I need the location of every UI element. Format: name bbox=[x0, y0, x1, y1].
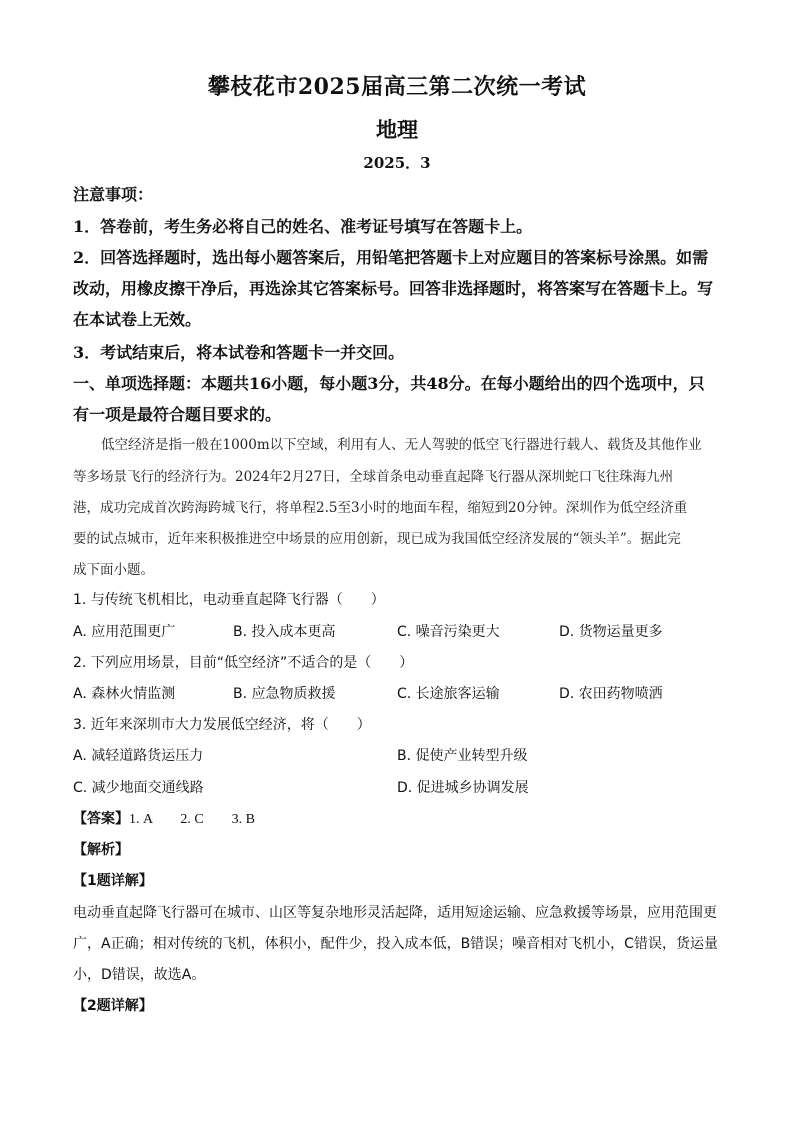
detail-1-line-3: 小，D错误，故选A。 bbox=[73, 967, 206, 983]
question-1-option-a: A. 应用范围更广 bbox=[73, 624, 176, 640]
question-1-option-b: B. 投入成本更高 bbox=[233, 624, 336, 640]
question-2-option-c: C. 长途旅客运输 bbox=[397, 686, 500, 702]
section-heading-line-1: 一、单项选择题：本题共16小题，每小题3分，共48分。在每小题给出的四个选项中，只 bbox=[73, 374, 705, 393]
passage-line-3: 港，成功完成首次跨海跨城飞行，将单程2.5至3小时的地面车程，缩短到20分钟。深圳作为低空经济重 bbox=[73, 500, 688, 516]
analysis-label: 【解析】 bbox=[73, 842, 129, 858]
question-2-stem: 2. 下列应用场景，目前“低空经济”不适合的是（ ） bbox=[73, 655, 414, 671]
question-1-stem: 1. 与传统飞机相比，电动垂直起降飞行器（ ） bbox=[73, 592, 385, 608]
question-3-option-d: D. 促进城乡协调发展 bbox=[397, 780, 529, 796]
question-3-option-c: C. 减少地面交通线路 bbox=[73, 780, 204, 796]
answer-block bbox=[73, 808, 255, 828]
detail-1-line-1: 电动垂直起降飞行器可在城市、山区等复杂地形灵活起降，适用短途运输、应急救援等场景，应用范围更 bbox=[73, 905, 717, 921]
passage-line-4: 要的试点城市，近年来积极推进空中场景的应用创新，现已成为我国低空经济发展的“领头羊”。据此完 bbox=[73, 531, 681, 547]
question-3-stem: 3. 近年来深圳市大力发展低空经济，将（ ） bbox=[73, 717, 371, 733]
subject-title: 地理 bbox=[376, 117, 418, 142]
notice-item-2-line-1: 2．回答选择题时，选出每小题答案后，用铅笔把答题卡上对应题目的答案标号涂黑。如需 bbox=[73, 248, 709, 267]
passage-line-5: 成下面小题。 bbox=[73, 562, 154, 578]
question-3-option-a: A. 减轻道路货运压力 bbox=[73, 748, 204, 764]
passage-line-2: 等多场景飞行的经济行为。2024年2月27日，全球首条电动垂直起降飞行器从深圳蛇口飞往珠海九州 bbox=[73, 469, 674, 485]
notice-item-2-line-2: 改动，用橡皮擦干净后，再选涂其它答案标号。回答非选择题时，将答案写在答题卡上。写 bbox=[73, 279, 714, 298]
question-1-option-d: D. 货物运量更多 bbox=[559, 624, 663, 640]
question-2-option-a: A. 森林火情监测 bbox=[73, 686, 176, 702]
notice-heading: 注意事项： bbox=[73, 185, 154, 204]
detail-1-label: 【1题详解】 bbox=[73, 873, 153, 889]
detail-1-line-2: 广，A正确；相对传统的飞机，体积小，配件少，投入成本低，B错误；噪音相对飞机小，C错误，货运量 bbox=[73, 936, 718, 952]
answer-label: 【答案】 bbox=[73, 811, 129, 827]
question-2-option-d: D. 农田药物喷洒 bbox=[559, 686, 663, 702]
detail-2-label: 【2题详解】 bbox=[73, 998, 153, 1014]
section-heading-line-2: 有一项是最符合题目要求的。 bbox=[73, 405, 282, 424]
question-3-option-b: B. 促使产业转型升级 bbox=[397, 748, 528, 764]
notice-item-1: 1．答卷前，考生务必将自己的姓名、准考证号填写在答题卡上。 bbox=[73, 217, 533, 236]
exam-title: 攀枝花市2025届高三第二次统一考试 bbox=[207, 74, 587, 100]
question-2-option-b: B. 应急物质救援 bbox=[233, 686, 336, 702]
passage-line-1: 低空经济是指一般在1000m以下空域，利用有人、无人驾驶的低空飞行器进行载人、载货及其他作业 bbox=[101, 437, 702, 453]
exam-date: 2025．3 bbox=[363, 154, 431, 172]
question-1-option-c: C. 噪音污染更大 bbox=[397, 624, 500, 640]
notice-item-2-line-3: 在本试卷上无效。 bbox=[73, 310, 202, 329]
notice-item-3: 3．考试结束后，将本试卷和答题卡一并交回。 bbox=[73, 343, 405, 362]
answer-values: 1. A 2. C 3. B bbox=[129, 812, 256, 827]
